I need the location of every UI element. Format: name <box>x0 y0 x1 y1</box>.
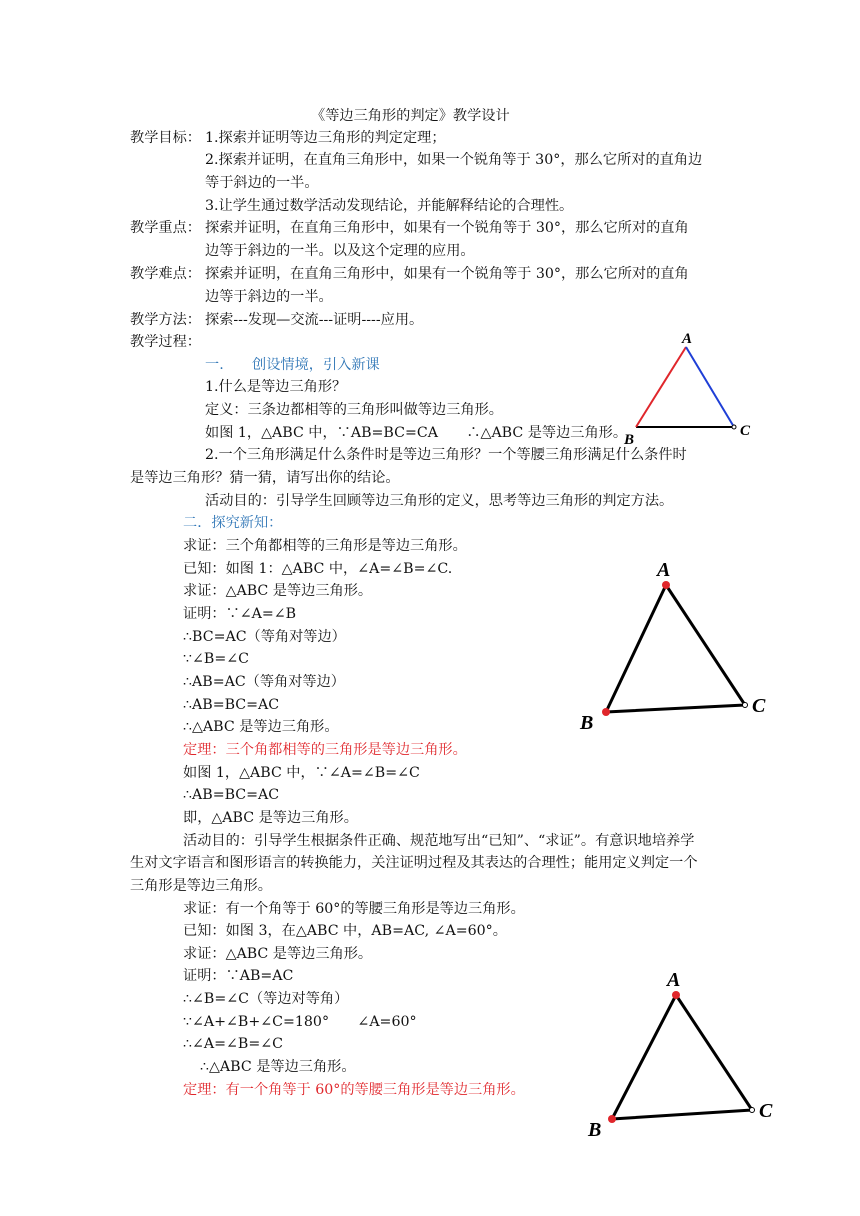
figure3-vertex-c <box>750 1108 755 1113</box>
figure1-vertex-c <box>732 425 736 429</box>
method-text: 探索---发现—交流---证明----应用。 <box>205 312 424 328</box>
proof2-line: ∴∠A=∠B=∠C <box>183 1036 283 1052</box>
figure2-label-a: A <box>657 559 671 581</box>
section1-line: 是等边三角形？猜一猜，请写出你的结论。 <box>130 470 400 486</box>
activity2-line: 活动目的：引导学生根据条件正确、规范地写出“已知”、“求证”。有意识地培养学 <box>183 833 695 849</box>
figure2-vertex-a <box>662 581 670 589</box>
method-label: 教学方法： <box>130 312 201 328</box>
figure2-label-b: B <box>580 712 594 734</box>
figure3-label-c: C <box>759 1100 773 1122</box>
activity2-line: 三角形是等边三角形。 <box>130 878 272 894</box>
proof1-line: 求证：△ABC 是等边三角形。 <box>183 583 373 599</box>
objective-item: 2.探索并证明，在直角三角形中，如果一个锐角等于 30°，那么它所对的直角边 <box>205 152 703 168</box>
objectives-label: 教学目标： <box>130 130 201 146</box>
section2-heading: 二．探究新知： <box>183 515 283 531</box>
difficulties-label: 教学难点： <box>130 266 201 282</box>
objective-item: 1.探索并证明等边三角形的判定定理； <box>205 130 446 146</box>
figure2-vertex-b <box>602 708 610 716</box>
proof2-line: ∴∠B=∠C（等边对等角） <box>183 991 349 1007</box>
figure3-label-b: B <box>588 1119 602 1141</box>
section1-line: 定义：三条边都相等的三角形叫做等边三角形。 <box>205 402 503 418</box>
proof2-line: ∴△ABC 是等边三角形。 <box>200 1059 356 1075</box>
example1-line: 如图 1，△ABC 中，∵∠A=∠B=∠C <box>183 765 420 781</box>
figure1-side-ac <box>686 347 734 427</box>
proof1-line: ∴BC=AC（等角对等边） <box>183 629 346 645</box>
proof1-line: ∴△ABC 是等边三角形。 <box>183 719 339 735</box>
example1-line: ∴AB=BC=AC <box>183 787 280 803</box>
figure3-triangle <box>587 969 773 1141</box>
proof2-line: 求证：有一个角等于 60°的等腰三角形是等边三角形。 <box>183 901 525 917</box>
proof1-line: ∴AB=AC（等角对等边） <box>183 674 345 690</box>
theorem1: 定理：三个角都相等的三角形是等边三角形。 <box>183 742 467 758</box>
section1-line: 1.什么是等边三角形？ <box>205 379 347 395</box>
theorem2: 定理：有一个角等于 60°的等腰三角形是等边三角形。 <box>183 1082 525 1098</box>
proof2-line: 求证：△ABC 是等边三角形。 <box>183 946 373 962</box>
figure1-triangle <box>623 331 751 448</box>
proof2-line: ∵∠A+∠B+∠C=180° ∠A=60° <box>183 1014 417 1030</box>
figure1-label-c: C <box>740 423 751 439</box>
figure3-vertex-b <box>608 1115 616 1123</box>
section1-activity: 活动目的：引导学生回顾等边三角形的定义，思考等边三角形的判定方法。 <box>205 493 674 509</box>
figure2-label-c: C <box>752 695 766 717</box>
proof2-line: 已知：如图 3，在△ABC 中，AB=AC, ∠A=60°。 <box>183 923 507 939</box>
page-title: 《等边三角形的判定》教学设计 <box>311 108 510 124</box>
process-label: 教学过程： <box>130 334 201 350</box>
proof1-line: 证明：∵∠A=∠B <box>183 606 297 622</box>
example1-line: 即，△ABC 是等边三角形。 <box>183 810 358 826</box>
section1-line: 2.一个三角形满足什么条件时是等边三角形？一个等腰三角形满足什么条件时 <box>205 447 687 463</box>
figure3-vertex-a <box>672 991 680 999</box>
objective-item: 3.让学生通过数学活动发现结论，并能解释结论的合理性。 <box>205 198 574 214</box>
proof1-line: ∵∠B=∠C <box>183 651 249 667</box>
difficulties-line: 探索并证明，在直角三角形中，如果有一个锐角等于 30°，那么它所对的直角 <box>205 266 689 282</box>
figure3-label-a: A <box>667 969 681 991</box>
section1-heading-number: 一. <box>205 357 224 373</box>
activity2-line: 生对文字语言和图形语言的转换能力，关注证明过程及其表达的合理性；能用定义判定一个 <box>130 855 698 871</box>
figure1-label-b: B <box>624 432 635 448</box>
proof1-line: 求证：三个角都相等的三角形是等边三角形。 <box>183 538 467 554</box>
figure1-side-ab <box>636 347 686 427</box>
objective-item: 等于斜边的一半。 <box>205 175 319 191</box>
figure2-triangle <box>579 559 766 734</box>
key-points-label: 教学重点： <box>130 220 201 236</box>
section1-heading: 创设情境，引入新课 <box>252 357 380 373</box>
difficulties-line: 边等于斜边的一半。 <box>205 289 333 305</box>
figure2-vertex-c <box>743 703 748 708</box>
figure1-label-a: A <box>682 331 693 347</box>
key-points-line: 边等于斜边的一半。以及这个定理的应用。 <box>205 243 475 259</box>
key-points-line: 探索并证明，在直角三角形中，如果有一个锐角等于 30°，那么它所对的直角 <box>205 220 689 236</box>
proof2-line: 证明：∵AB=AC <box>183 968 294 984</box>
proof1-line: 已知：如图 1：△ABC 中，∠A=∠B=∠C. <box>183 561 453 577</box>
section1-line: 如图 1，△ABC 中，∵AB=BC=CA ∴△ABC 是等边三角形。 <box>205 425 628 441</box>
proof1-line: ∴AB=BC=AC <box>183 697 280 713</box>
